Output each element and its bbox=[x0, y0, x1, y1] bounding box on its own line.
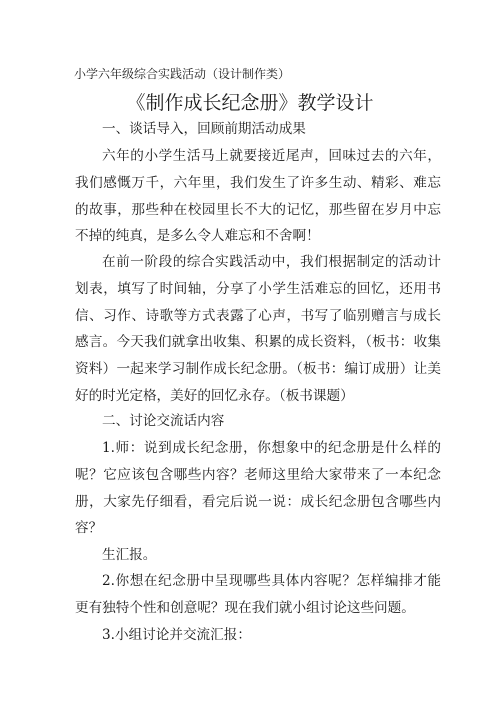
paragraph: 2.你想在纪念册中呈现哪些具体内容呢？怎样编排才能更有独特个性和创意呢？现在我们就小组讨论这些问题。 bbox=[75, 573, 441, 616]
paragraph: 生汇报。 bbox=[102, 547, 157, 563]
paragraph: 1.师：说到成长纪念册，你想象中的纪念册是什么样的呢？它应该包含哪些内容？老师这里给大家带来了一本纪念册，大家先仔细看，看完后说一说：成长纪念册包含哪些内容？ bbox=[75, 440, 441, 537]
page-title: 《制作成长纪念册》教学设计 bbox=[126, 92, 374, 114]
paragraph: 3.小组讨论并交流汇报： bbox=[102, 627, 251, 643]
paragraph: 在前一阶段的综合实践活动中，我们根据制定的活动计划表，填写了时间轴，分享了小学生活难忘的回忆，还用书信、习作、诗歌等方式表露了心声，书写了临别赠言与成长感言。今天我们就拿出收集、积累的成长资料，（板书：收集资料）一起来学习制作成长纪念册。（板书：编订成册）让美好的时光定格，美好的回忆永存。（板书课题） bbox=[75, 254, 441, 404]
paragraph: 六年的小学生活马上就要接近尾声，回味过去的六年，我们感慨万千，六年里，我们发生了许多生动、精彩、难忘的故事，那些种在校园里长不大的记忆，那些留在岁月中忘不掉的纯真，是多么令人难忘和不舍啊！ bbox=[75, 148, 441, 245]
course-subtitle: 小学六年级综合实践活动（设计制作类） bbox=[74, 67, 291, 81]
section-heading: 一、谈话导入，回顾前期活动成果 bbox=[102, 121, 306, 137]
section-heading: 二、讨论交流话内容 bbox=[102, 413, 225, 429]
